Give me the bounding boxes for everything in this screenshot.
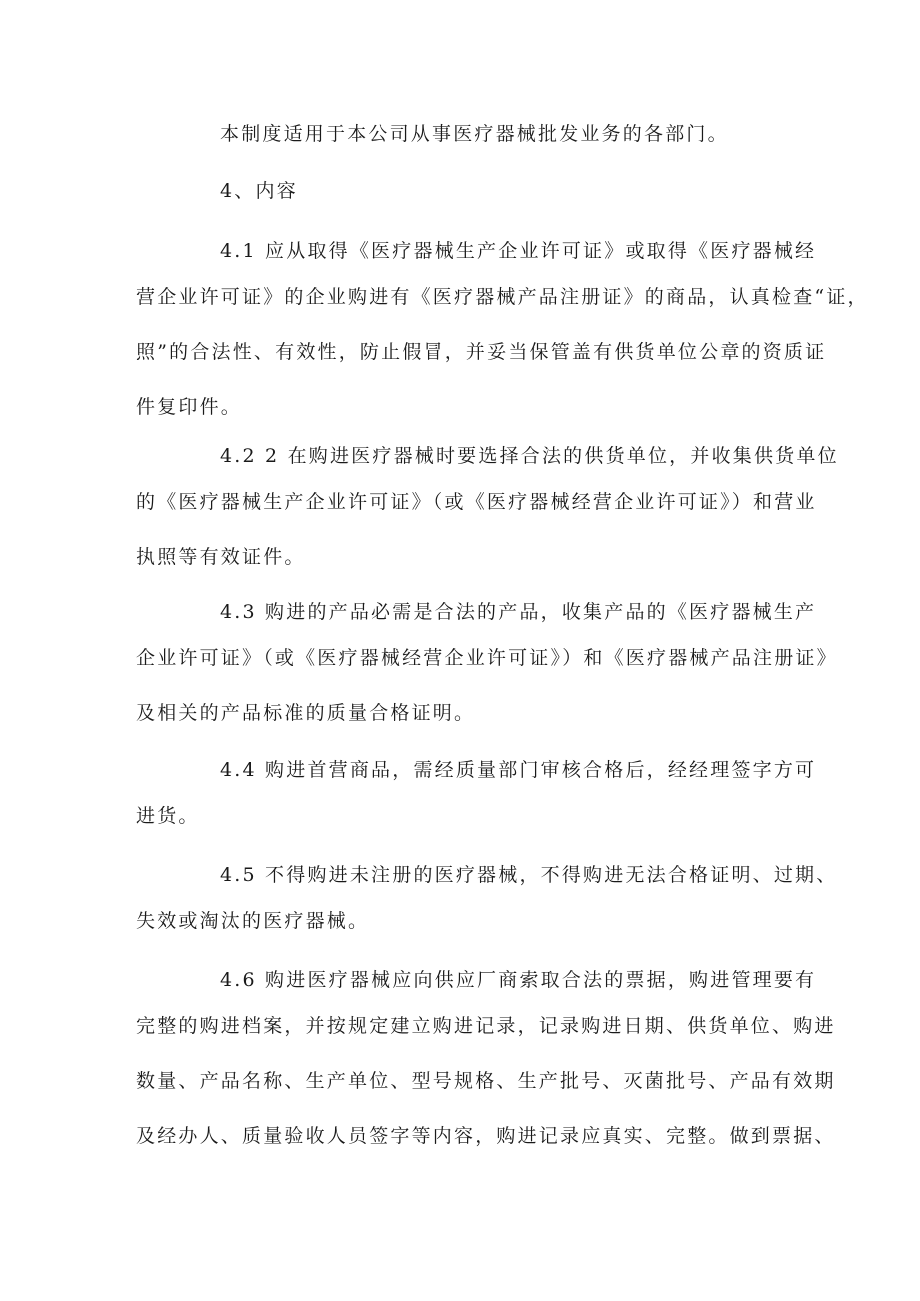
- text-line: 进货。: [136, 805, 200, 827]
- paragraph-item-4-1: [136, 232, 869, 435]
- text-line: 本制度适用于本公司从事医疗器械批发业务的各部门。: [220, 123, 729, 145]
- text-line: 件复印件。: [136, 396, 243, 418]
- text-line: 企业许可证》（或《医疗器械经营企业许可证》）和《医疗器械产品注册证》: [136, 647, 838, 669]
- paragraph-item-4-4: [136, 751, 817, 844]
- text-line: 营企业许可证》的企业购进有《医疗器械产品注册证》的商品，认真检查“证，: [136, 286, 869, 308]
- paragraph-scope: [136, 115, 792, 153]
- text-line: 4.1 应从取得《医疗器械生产企业许可证》或取得《医疗器械经: [220, 240, 817, 262]
- text-line: 执照等有效证件。: [136, 546, 306, 568]
- text-line: 及相关的产品标准的质量合格证明。: [136, 702, 476, 724]
- paragraph-item-4-3: [136, 593, 838, 741]
- text-line: 4.5 不得购进未注册的医疗器械，不得购进无法合格证明、过期、: [220, 864, 838, 886]
- text-line: 4.2 2 在购进医疗器械时要选择合法的供货单位，并收集供货单位: [220, 445, 839, 467]
- text-line: 失效或淘汰的医疗器械。: [136, 910, 370, 932]
- paragraph-item-4-2: [136, 437, 839, 585]
- text-line: 4.3 购进的产品必需是合法的产品，收集产品的《医疗器械生产: [220, 601, 817, 623]
- text-line: 完整的购进档案，并按规定建立购进记录，记录购进日期、供货单位、购进: [136, 1015, 836, 1037]
- text-line: 照”的合法性、有效性，防止假冒，并妥当保管盖有供货单位公章的资质证: [136, 341, 827, 363]
- text-line: 4、内容: [220, 180, 298, 202]
- text-line: 及经办人、质量验收人员签字等内容，购进记录应真实、完整。做到票据、: [136, 1125, 836, 1147]
- paragraph-item-4-6: [136, 961, 836, 1164]
- text-line: 4.4 购进首营商品，需经质量部门审核合格后，经经理签字方可: [220, 759, 817, 781]
- text-line: 的《医疗器械生产企业许可证》（或《医疗器械经营企业许可证》）和营业: [136, 491, 817, 513]
- section-heading-content: [136, 172, 792, 210]
- text-line: 4.6 购进医疗器械应向供应厂商索取合法的票据，购进管理要有: [220, 969, 817, 991]
- paragraph-item-4-5: [136, 856, 838, 949]
- text-line: 数量、产品名称、生产单位、型号规格、生产批号、灭菌批号、产品有效期: [136, 1070, 836, 1092]
